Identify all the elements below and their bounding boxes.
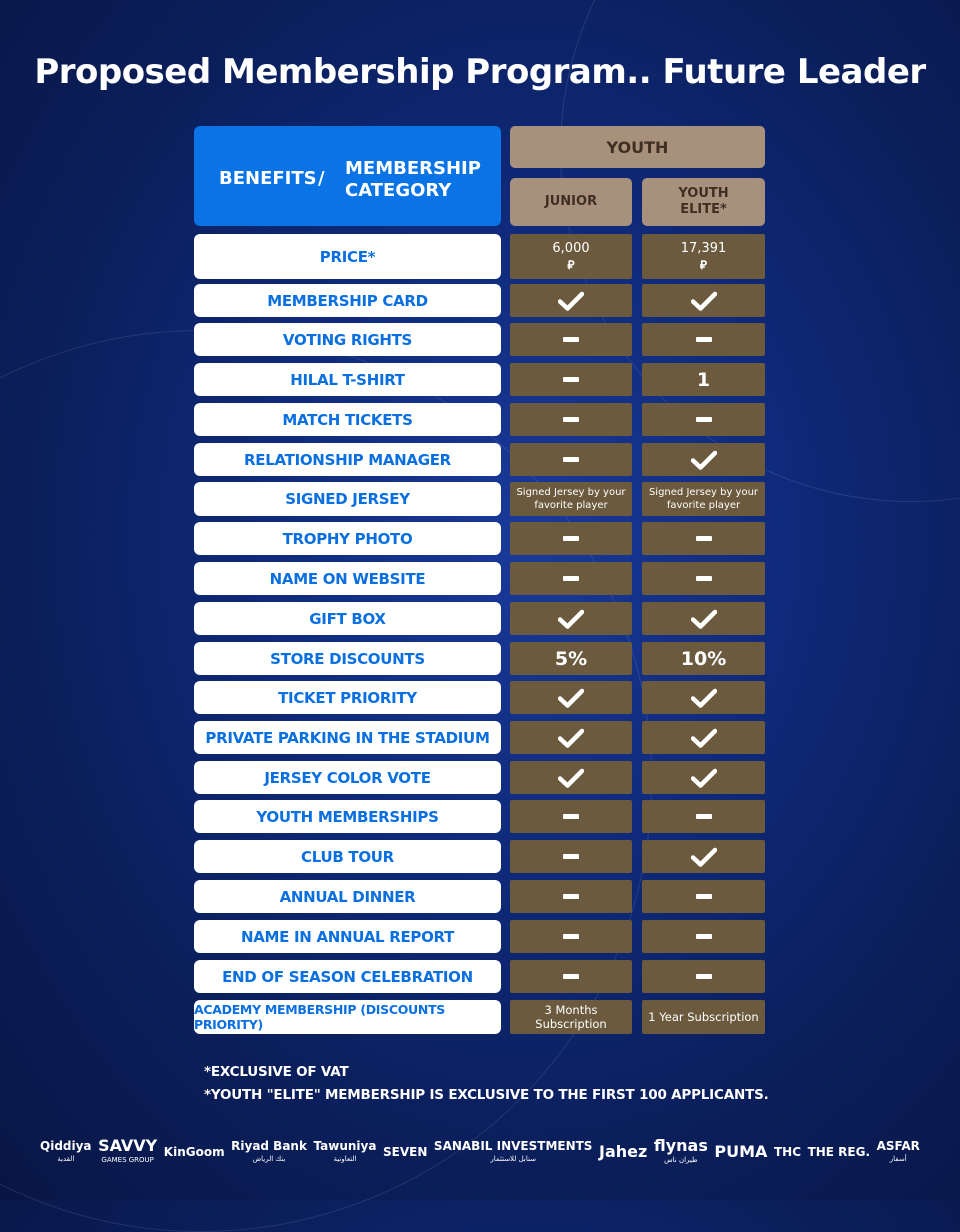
junior-value-cell [510, 761, 632, 794]
junior-value-cell [510, 960, 632, 993]
youth-elite-column-header: YOUTH ELITE* [642, 178, 765, 226]
benefit-label: MEMBERSHIP CARD [194, 284, 501, 317]
dash-icon [696, 536, 712, 541]
sponsor-name: flynas [653, 1135, 708, 1155]
sponsor-subtitle: أسفار [889, 1154, 907, 1163]
sponsor-logo [383, 1146, 427, 1159]
dash-icon [696, 934, 712, 939]
header-slash: / [318, 168, 325, 189]
sponsor-bar [40, 1125, 920, 1180]
dash-icon [696, 576, 712, 581]
benefit-label: SIGNED JERSEY [194, 482, 501, 516]
junior-value-cell [510, 403, 632, 436]
dash-icon [696, 974, 712, 979]
price-value: 17,391 [680, 240, 727, 256]
sponsor-subtitle: سنابل للاستثمار [490, 1154, 536, 1163]
junior-value-cell [510, 1000, 632, 1034]
dash-icon [563, 337, 579, 342]
check-icon [691, 728, 717, 748]
youth-elite-value-cell [642, 761, 765, 794]
youth-elite-value-cell [642, 562, 765, 595]
value-text: 10% [680, 647, 727, 670]
junior-value-cell [510, 323, 632, 356]
dash-icon [696, 417, 712, 422]
benefit-label: TROPHY PHOTO [194, 522, 501, 555]
price-value: 6,000 [552, 240, 590, 256]
junior-value-cell [510, 681, 632, 714]
sponsor-logo [231, 1140, 307, 1166]
sponsor-name: SANABIL INVESTMENTS [433, 1138, 593, 1153]
benefit-label: END OF SEASON CELEBRATION [194, 960, 501, 993]
sponsor-logo [653, 1135, 708, 1167]
youth-group-header: YOUTH [510, 126, 765, 168]
check-icon [558, 768, 584, 788]
sponsor-name: SEVEN [383, 1145, 428, 1159]
youth-elite-value-cell [642, 642, 765, 675]
dash-icon [563, 576, 579, 581]
sponsor-logo [599, 1142, 648, 1161]
junior-value-cell [510, 363, 632, 396]
subscription-text: 1 Year Subscription [648, 1010, 759, 1024]
signed-jersey-text: Signed Jersey by your favorite player [648, 487, 759, 511]
youth-elite-value-cell [642, 840, 765, 873]
benefit-label: MATCH TICKETS [194, 403, 501, 436]
sponsor-name: KinGoom [163, 1145, 225, 1159]
youth-elite-value-cell [642, 482, 765, 516]
benefit-label: JERSEY COLOR VOTE [194, 761, 501, 794]
junior-value-cell [510, 602, 632, 635]
sponsor-name: THE REG. [807, 1145, 871, 1159]
youth-elite-value-cell [642, 721, 765, 754]
sponsor-logo [808, 1146, 870, 1159]
youth-elite-value-cell [642, 363, 765, 396]
riyal-symbol-icon: ⃁ [699, 257, 708, 272]
sponsor-logo [164, 1146, 225, 1159]
benefits-label: BENEFITS [219, 168, 317, 189]
sponsor-subtitle: التعاونية [333, 1154, 357, 1163]
dash-icon [563, 894, 579, 899]
sponsor-logo [314, 1140, 377, 1166]
dash-icon [696, 337, 712, 342]
youth-elite-value-cell [642, 1000, 765, 1034]
benefit-label: STORE DISCOUNTS [194, 642, 501, 675]
sponsor-logo [774, 1146, 801, 1159]
benefit-label: RELATIONSHIP MANAGER [194, 443, 501, 476]
sponsor-subtitle: طيران ناس [664, 1155, 698, 1164]
check-icon [691, 609, 717, 629]
junior-value-cell [510, 721, 632, 754]
dash-icon [563, 934, 579, 939]
sponsor-subtitle: بنك الرياض [252, 1154, 286, 1163]
check-icon [691, 450, 717, 470]
check-icon [691, 291, 717, 311]
sponsor-name: SAVVY [98, 1135, 158, 1155]
benefit-label: GIFT BOX [194, 602, 501, 635]
dash-icon [563, 457, 579, 462]
dash-icon [563, 417, 579, 422]
youth-elite-value-cell [642, 443, 765, 476]
value-text: 5% [554, 647, 588, 670]
sponsor-logo [98, 1135, 158, 1167]
sponsor-subtitle: القدية [57, 1154, 75, 1163]
dash-icon [563, 854, 579, 859]
value-text: 1 [696, 368, 711, 391]
sponsor-name: ASFAR [876, 1138, 920, 1153]
dash-icon [563, 536, 579, 541]
riyal-symbol-icon: ⃁ [567, 257, 575, 272]
page-title: Proposed Membership Program.. Future Leader [34, 52, 926, 92]
youth-elite-value-cell [642, 234, 765, 279]
sponsor-name: PUMA [714, 1142, 768, 1161]
junior-value-cell [510, 800, 632, 833]
junior-value-cell [510, 880, 632, 913]
sponsor-name: Jahez [599, 1142, 648, 1161]
benefit-label: NAME ON WEBSITE [194, 562, 501, 595]
sponsor-name: Qiddiya [40, 1138, 92, 1153]
junior-value-cell [510, 840, 632, 873]
footnotes [204, 1061, 769, 1107]
check-icon [558, 291, 584, 311]
benefit-label: CLUB TOUR [194, 840, 501, 873]
youth-elite-value-cell [642, 323, 765, 356]
sponsor-name: THC [773, 1145, 802, 1159]
subscription-text: 3 Months Subscription [535, 1003, 607, 1031]
junior-value-cell [510, 642, 632, 675]
youth-elite-value-cell [642, 800, 765, 833]
junior-value-cell [510, 443, 632, 476]
signed-jersey-text: Signed Jersey by your favorite player [516, 487, 626, 511]
junior-column-header: JUNIOR [510, 178, 632, 226]
youth-elite-value-cell [642, 403, 765, 436]
membership-category-label: MEMBERSHIP CATEGORY [345, 158, 481, 201]
benefit-label: PRIVATE PARKING IN THE STADIUM [194, 721, 501, 754]
junior-value-cell [510, 562, 632, 595]
youth-elite-value-cell [642, 602, 765, 635]
dash-icon [563, 377, 579, 382]
youth-elite-value-cell [642, 284, 765, 317]
youth-elite-value-cell [642, 522, 765, 555]
youth-elite-value-cell [642, 880, 765, 913]
benefit-label: VOTING RIGHTS [194, 323, 501, 356]
check-icon [558, 688, 584, 708]
check-icon [691, 688, 717, 708]
dash-icon [696, 894, 712, 899]
check-icon [558, 728, 584, 748]
youth-elite-value-cell [642, 920, 765, 953]
sponsor-logo [877, 1140, 920, 1166]
sponsor-logo [714, 1142, 768, 1161]
junior-value-cell [510, 482, 632, 516]
dash-icon [563, 814, 579, 819]
youth-elite-value-cell [642, 681, 765, 714]
sponsor-logo [434, 1140, 593, 1166]
youth-elite-value-cell [642, 960, 765, 993]
benefit-label: TICKET PRIORITY [194, 681, 501, 714]
footnote-elite: *YOUTH "ELITE" MEMBERSHIP IS EXCLUSIVE TO THE FIRST 100 APPLICANTS. [204, 1087, 769, 1103]
sponsor-name: Riyad Bank [231, 1138, 307, 1153]
junior-value-cell [510, 234, 632, 279]
check-icon [691, 768, 717, 788]
sponsor-subtitle: GAMES GROUP [101, 1155, 154, 1164]
dash-icon [696, 814, 712, 819]
benefit-label: NAME IN ANNUAL REPORT [194, 920, 501, 953]
benefit-label: HILAL T-SHIRT [194, 363, 501, 396]
benefit-label: ANNUAL DINNER [194, 880, 501, 913]
dash-icon [563, 974, 579, 979]
sponsor-logo [40, 1140, 92, 1166]
benefit-label: ACADEMY MEMBERSHIP (DISCOUNTS PRIORITY) [194, 1000, 501, 1034]
footnote-vat: *EXCLUSIVE OF VAT [204, 1064, 349, 1080]
benefit-label: PRICE* [194, 234, 501, 279]
check-icon [558, 609, 584, 629]
sponsor-name: Tawuniya [313, 1138, 377, 1153]
benefits-header [194, 126, 501, 226]
benefit-label: YOUTH MEMBERSHIPS [194, 800, 501, 833]
check-icon [691, 847, 717, 867]
junior-value-cell [510, 284, 632, 317]
junior-value-cell [510, 522, 632, 555]
junior-value-cell [510, 920, 632, 953]
